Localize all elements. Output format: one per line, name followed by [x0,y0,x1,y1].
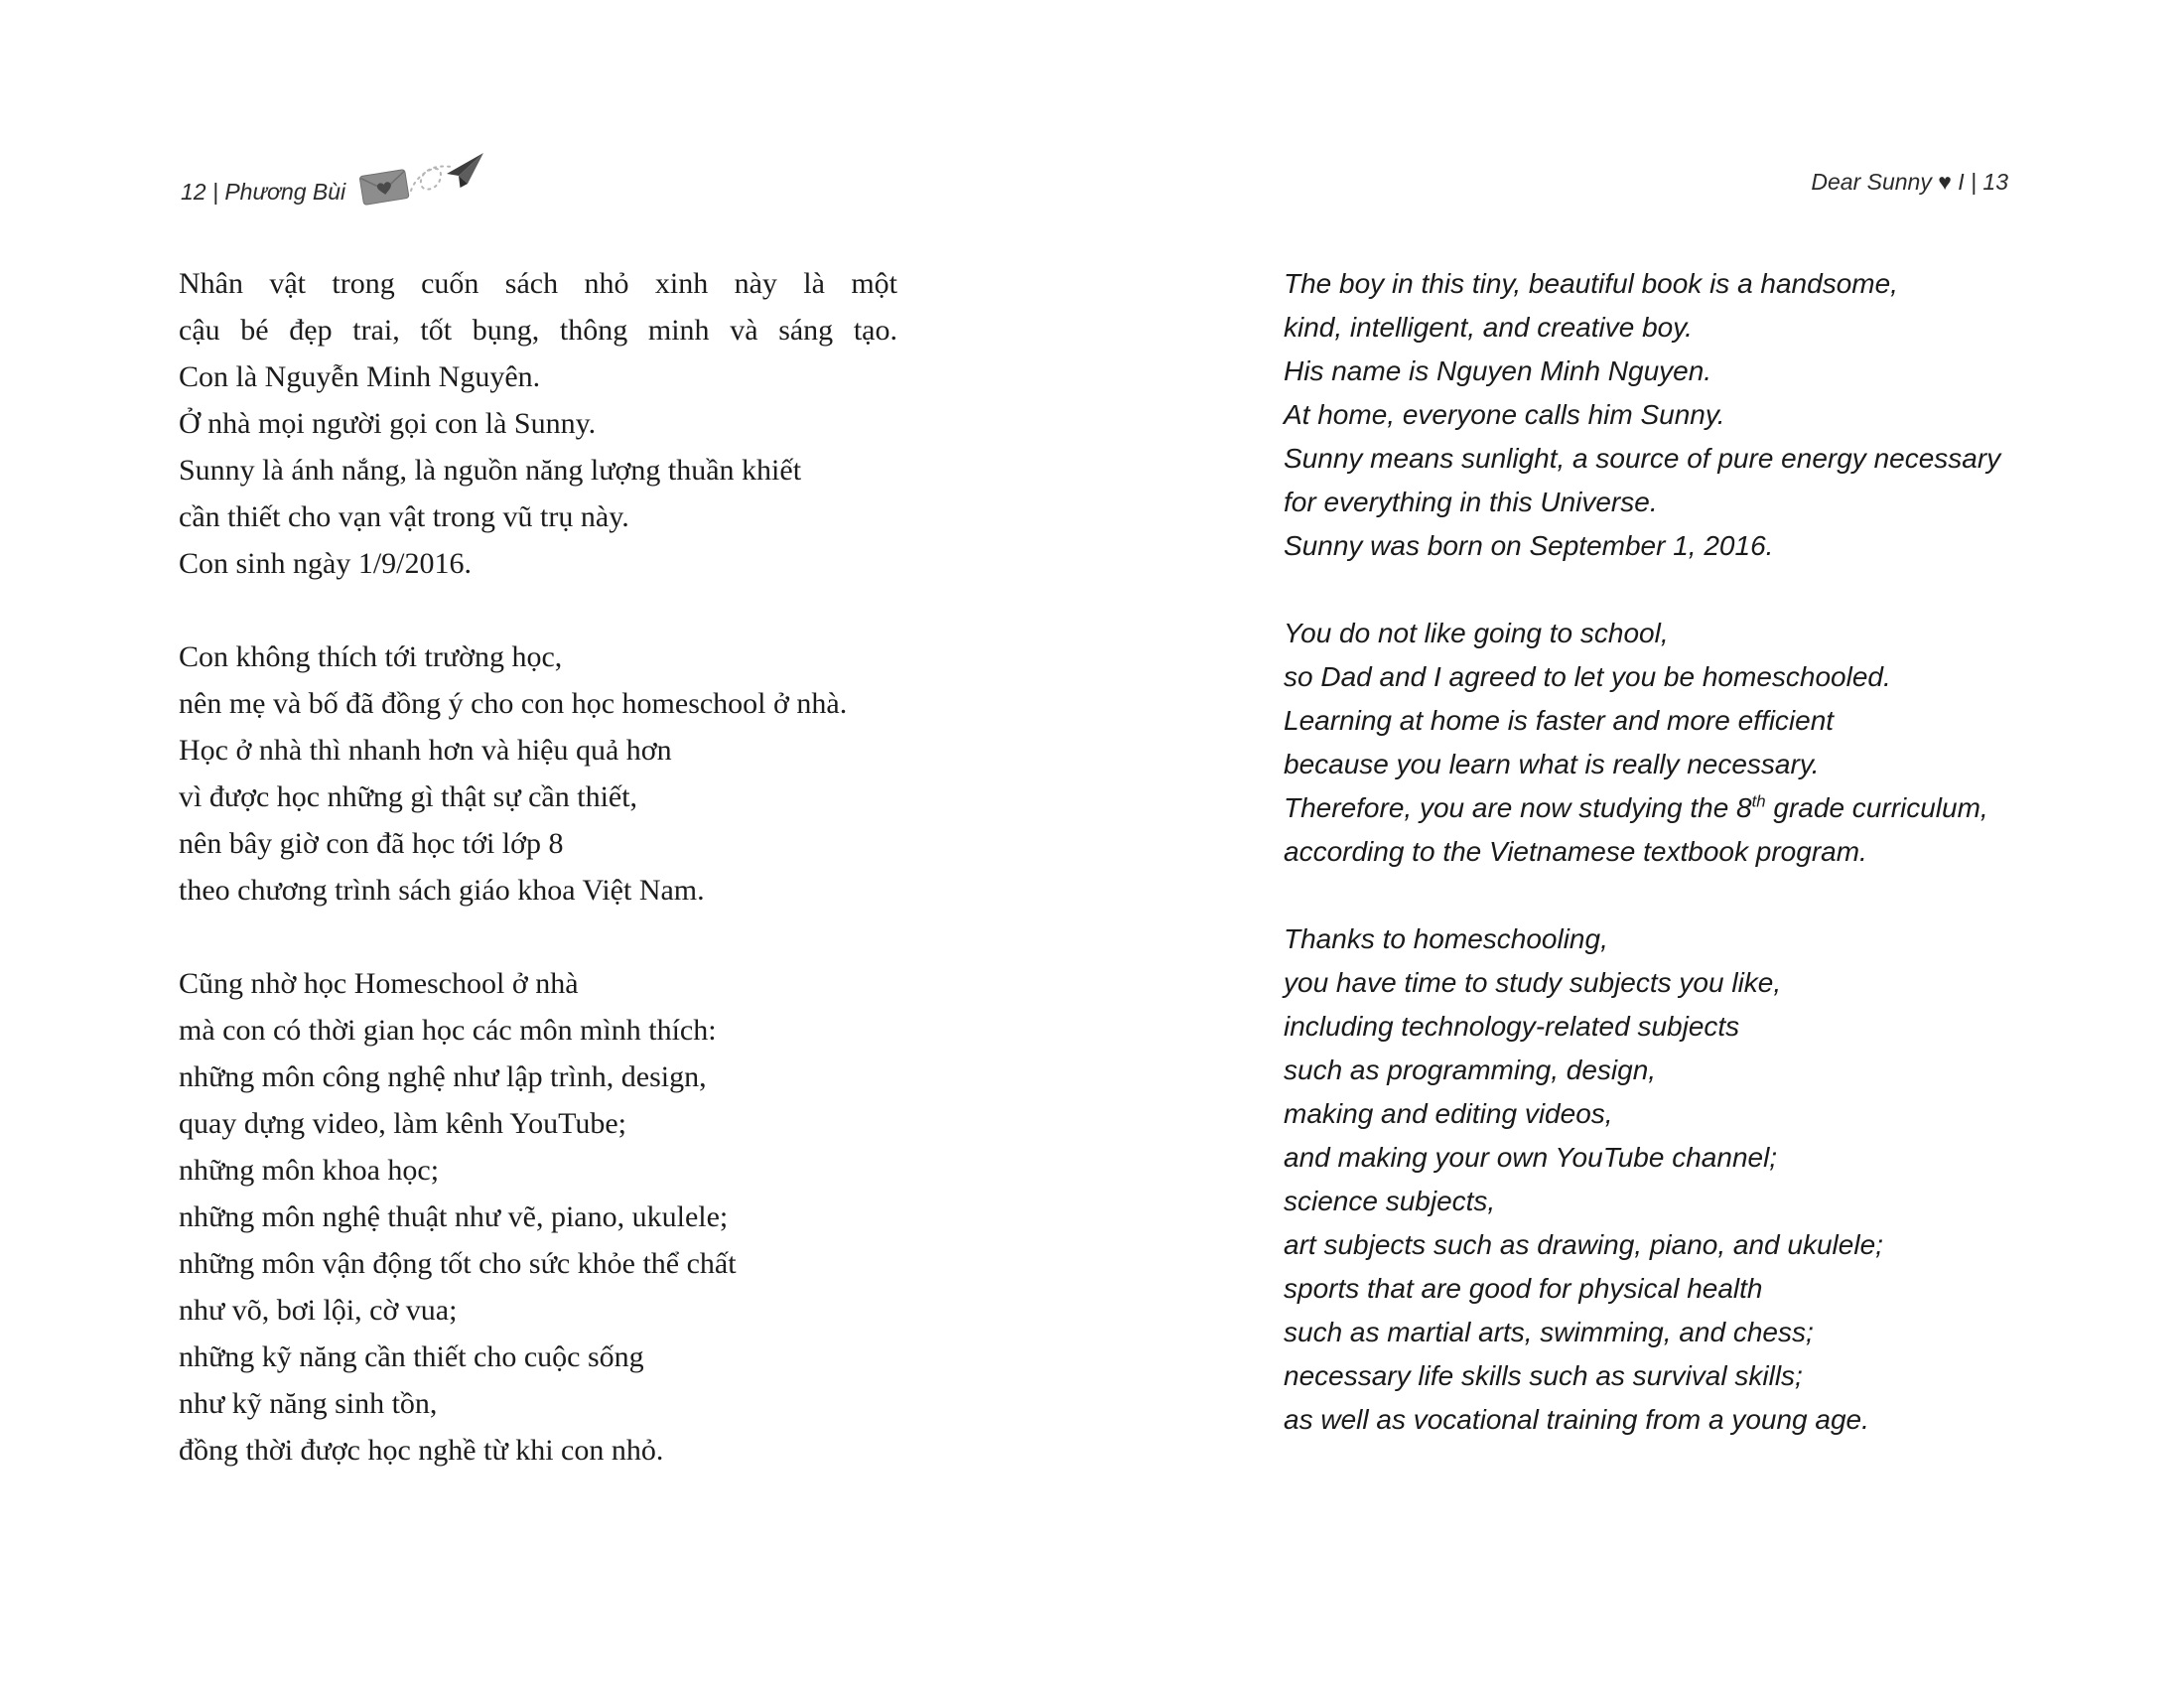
text-line: Therefore, you are now studying the 8th grade curriculum, [1284,791,1988,823]
text-line: as well as vocational training from a young age. [1284,1404,1869,1435]
text-line: Học ở nhà thì nhanh hơn và hiệu quả hơn [179,734,672,767]
text-line: như kỹ năng sinh tồn, [179,1387,438,1420]
left-page-header-label: 12 | Phương Bùi [181,179,346,205]
paper-plane-icon [447,153,483,188]
text-line: quay dựng video, làm kênh YouTube; [179,1107,626,1140]
left-page-header [181,147,486,211]
text-line: art subjects such as drawing, piano, and ukulele; [1284,1229,1883,1260]
text-line: những môn vận động tốt cho sức khỏe thể chất [179,1247,737,1280]
text-line: theo chương trình sách giáo khoa Việt Nam. [179,874,705,907]
envelope-icon [359,170,409,206]
text-line: nên mẹ và bố đã đồng ý cho con học homeschool ở nhà. [179,687,848,720]
text-line: những môn khoa học; [179,1154,440,1187]
text-line: những môn nghệ thuật như vẽ, piano, ukulele; [179,1200,729,1233]
text-line: kind, intelligent, and creative boy. [1284,312,1693,343]
paragraph [1284,262,2015,568]
text-line: Con sinh ngày 1/9/2016. [179,547,473,580]
text-line: such as martial arts, swimming, and chess; [1284,1317,1814,1347]
text-line: mà con có thời gian học các môn mình thích: [179,1014,717,1047]
text-line: Con không thích tới trường học, [179,640,563,673]
text-line: including technology-related subjects [1284,1011,1740,1042]
text-line: những môn công nghệ như lập trình, design, [179,1060,707,1093]
text-line: Sunny là ánh nắng, là nguồn năng lượng thuần khiết [179,454,802,487]
text-line: because you learn what is really necessary. [1284,749,1820,779]
text-line: science subjects, [1284,1186,1496,1216]
text-line: Sunny means sunlight, a source of pure energy necessary [1284,443,2001,474]
text-line: At home, everyone calls him Sunny. [1284,399,1725,430]
text-line: and making your own YouTube channel; [1284,1142,1778,1173]
right-page-header-label: Dear Sunny ♥ I | 13 [1811,169,2008,195]
text-line: đồng thời được học nghề từ khi con nhỏ. [179,1434,664,1467]
text-line: những kỹ năng cần thiết cho cuộc sống [179,1340,644,1373]
text-line: cậu bé đẹp trai, tốt bụng, thông minh và sáng tạo. [179,314,897,347]
text-line: according to the Vietnamese textbook program. [1284,836,1867,867]
paragraph [1284,917,2015,1442]
text-line: vì được học những gì thật sự cần thiết, [179,780,638,813]
text-line: Learning at home is faster and more efficient [1284,705,1835,736]
text-line: necessary life skills such as survival skills; [1284,1360,1803,1391]
right-page-text-column [1284,262,2015,1442]
text-line: Thanks to homeschooling, [1284,923,1608,954]
text-line: The boy in this tiny, beautiful book is a handsome, [1284,268,1898,299]
text-line: sports that are good for physical health [1284,1273,1763,1304]
text-line: making and editing videos, [1284,1098,1613,1129]
text-line: His name is Nguyen Minh Nguyen. [1284,355,1712,386]
text-line: such as programming, design, [1284,1055,1657,1085]
text-line: Cũng nhờ học Homeschool ở nhà [179,967,579,1000]
text-line: Nhân vật trong cuốn sách nhỏ xinh này là một [179,267,897,300]
text-line: you have time to study subjects you like, [1284,967,1782,998]
right-page-header [1284,169,2008,195]
paragraph [179,260,897,587]
text-line: cần thiết cho vạn vật trong vũ trụ này. [179,500,629,533]
text-line: Sunny was born on September 1, 2016. [1284,530,1774,561]
text-line: nên bây giờ con đã học tới lớp 8 [179,827,564,860]
text-line: You do not like going to school, [1284,618,1669,648]
text-line: for everything in this Universe. [1284,487,1658,517]
text-line: Ở nhà mọi người gọi con là Sunny. [179,407,597,440]
text-line: Con là Nguyễn Minh Nguyên. [179,360,541,393]
text-line: như võ, bơi lội, cờ vua; [179,1294,458,1327]
paragraph [1284,612,2015,874]
text-line: so Dad and I agreed to let you be homeschooled. [1284,661,1891,692]
paragraph [179,960,897,1474]
dotted-flight-path [411,167,452,191]
envelope-paper-plane-icon [355,147,486,211]
left-page-text-column [179,260,897,1474]
paragraph [179,633,897,914]
